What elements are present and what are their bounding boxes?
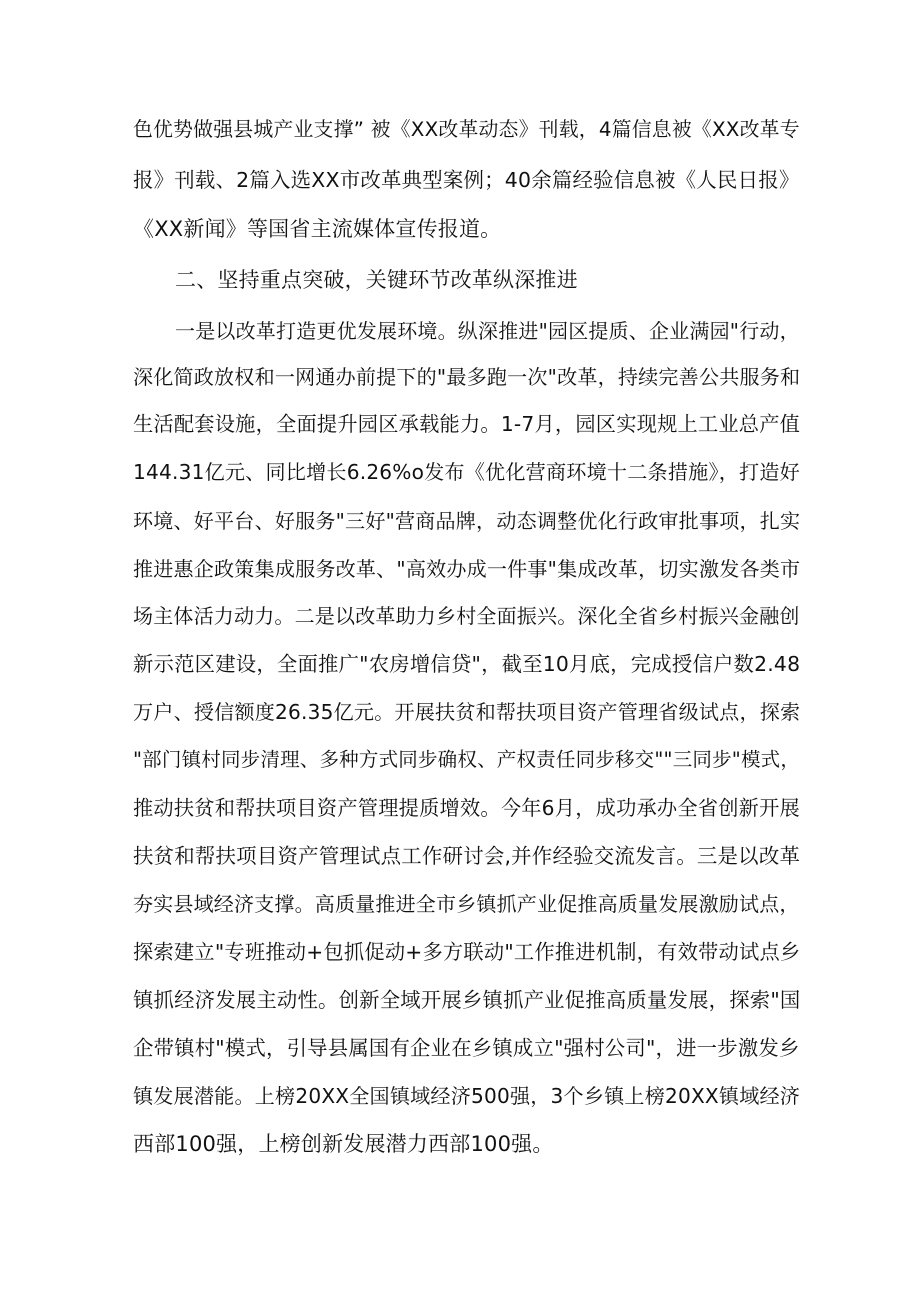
text-line: 万户、授信额度26.35亿元。开展扶贫和帮扶项目资产管理省级试点，探索	[133, 700, 801, 724]
text-line: 场主体活力动力。二是以改革助力乡村全面振兴。深化全省乡村振兴金融创	[133, 604, 800, 628]
text-line: 深化简政放权和一网通办前提下的"最多跑一次"改革，持续完善公共服务和	[133, 365, 801, 389]
text-line: 西部100强，上榜创新发展潜力西部100强。	[133, 1132, 554, 1156]
text-line: 报》刊载、2篇入选XX市改革典型案例；40余篇经验信息被《人民日报》	[133, 168, 800, 192]
text-line: 《XX新闻》等国省主流媒体宣传报道。	[133, 217, 502, 241]
text-line: 色优势做强县城产业支撑” 被《XX改革动态》刊载，4篇信息被《XX改革专	[133, 118, 800, 141]
text-line: 一是以改革打造更优发展环境。纵深推进"园区提质、企业满园"行动，	[175, 319, 800, 343]
section-heading: 二、坚持重点突破，关键环节改革纵深推进	[175, 268, 578, 292]
text-line: 推动扶贫和帮扶项目资产管理提质增效。今年6月，成功承办全省创新开展	[133, 796, 800, 820]
text-line: 环境、好平台、好服务"三好"营商品牌，动态调整优化行政审批事项，扎实	[133, 509, 801, 533]
text-line: 144.31亿元、同比增长6.26%o发布《优化营商环境十二条措施》，打造好	[133, 460, 800, 484]
text-line: 夯实县域经济支撑。高质量推进全市乡镇抓产业促推高质量发展激励试点，	[133, 892, 800, 916]
text-line: 扶贫和帮扶项目资产管理试点工作研讨会,并作经验交流发言。三是以改革	[133, 844, 801, 868]
text-line: 镇发展潜能。上榜20XX全国镇域经济500强，3个乡镇上榜20XX镇域经济	[133, 1084, 801, 1108]
text-line: 镇抓经济发展主动性。创新全域开展乡镇抓产业促推高质量发展，探索"国	[133, 988, 801, 1012]
text-line: 探索建立"专班推动+包抓促动+多方联动"工作推进机制，有效带动试点乡	[133, 940, 801, 964]
text-line: 新示范区建设，全面推广"农房增信贷"，截至10月底，完成授信户数2.48	[133, 652, 801, 676]
text-line: 生活配套设施，全面提升园区承载能力。1-7月，园区实现规上工业总产值	[133, 412, 801, 436]
text-line: 推进惠企政策集成服务改革、"高效办成一件事"集成改革，切实激发各类市	[133, 557, 801, 581]
text-line: "部门镇村同步清理、多种方式同步确权、产权责任同步移交""三同步"模式，	[133, 748, 801, 771]
text-line: 企带镇村"模式，引导县属国有企业在乡镇成立"强村公司"，进一步激发乡	[133, 1036, 800, 1060]
